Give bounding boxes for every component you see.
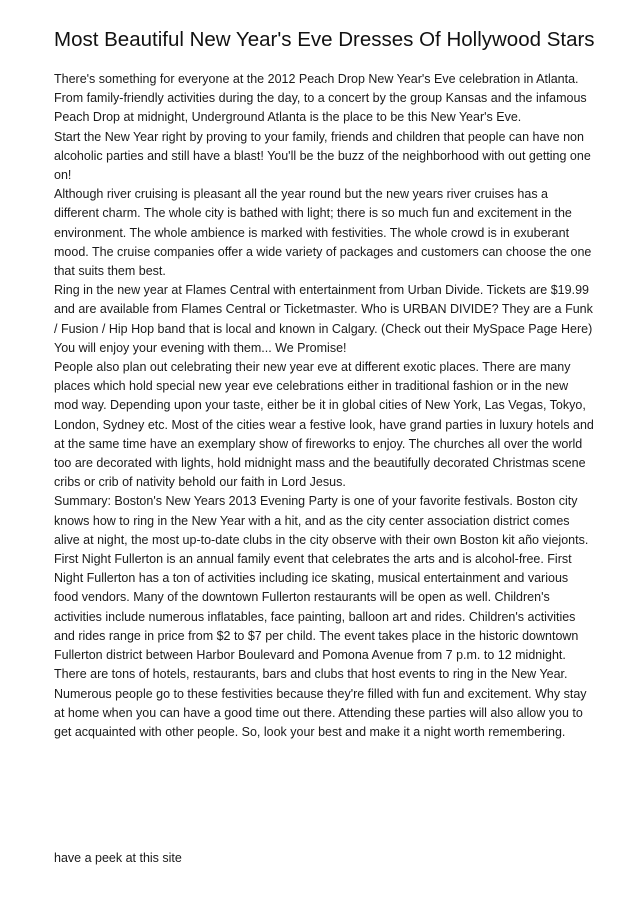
- paragraph-boston-summary: Summary: Boston's New Years 2013 Evening Party is one of your favorite festivals. Boston city knows how to ring in the New Year with a hit, and as the city center association district comes alive at night, the most up-to-date clubs in the city observe with their own Boston kit año viejonts.: [54, 494, 589, 547]
- paragraph-peach-drop: There's something for everyone at the 2012 Peach Drop New Year's Eve celebration in Atlanta. From family-friendly activities during the day, to a concert by the group Kansas and the infamous Peach Drop at midnight, Underground Atlanta is the place to be this New Year's Eve.: [54, 72, 587, 125]
- paragraph-hotels-and-clubs: There are tons of hotels, restaurants, bars and clubs that host events to ring in the New Year. Numerous people go to these festivities because they're filled with fun and excitement. Why stay at home when you can have a good time out there. Attending these parties will also allow you to get acquainted with other people. So, look your best and make it a night worth remembering.: [54, 667, 587, 739]
- article-body: [54, 70, 594, 742]
- site-link[interactable]: have a peek at this site: [54, 851, 182, 865]
- paragraph-river-cruises: Although river cruising is pleasant all the year round but the new years river cruises has a different charm. The whole city is bathed with light; there is so much fun and excitement in the environment. The whole ambience is marked with festivities. The whole crowd is in exuberant mood. The cruise companies offer a wide variety of packages and customers can choose the one that suits them best.: [54, 187, 592, 279]
- paragraph-flames-central: Ring in the new year at Flames Central with entertainment from Urban Divide. Tickets are $19.99 and are available from Flames Central or Ticketmaster. Who is URBAN DIVIDE? They are a Funk / Fusion / Hip Hop band that is local and known in Calgary. (Check out their MySpace Page Here) You will enjoy your evening with them... We Promise!: [54, 283, 593, 355]
- paragraph-exotic-places: People also plan out celebrating their new year eve at different exotic places. There are many places which hold special new year eve celebrations either in traditional fashion or in the new mod way. Depending upon your taste, either be it in global cities of New York, Las Vegas, Tokyo, London, Sydney etc. Most of the cities wear a festive look, have grand parties in luxury hotels and at the same time have an exemplary show of fireworks to enjoy. The churches all over the world too are decorated with lights, hold midnight mass and the beautifully decorated Christmas scene cribs or crib of nativity behold our faith in Lord Jesus.: [54, 360, 594, 490]
- paragraph-non-alcoholic-parties: Start the New Year right by proving to your family, friends and children that people can have non alcoholic parties and still have a blast! You'll be the buzz of the neighborhood with out getting one on!: [54, 129, 591, 183]
- paragraph-first-night-fullerton: First Night Fullerton is an annual family event that celebrates the arts and is alcohol-free. First Night Fullerton has a ton of activities including ice skating, musical entertainment and various food vendors. Many of the downtown Fullerton restaurants will be open as well. Children's activities include numerous inflatables, face painting, balloon art and rides. Children's activities and rides range in price from $2 to $7 per child. The event takes place in the historic downtown Fullerton district between Harbor Boulevard and Pomona Avenue from 7 p.m. to 12 midnight.: [54, 552, 579, 663]
- page-title: Most Beautiful New Year's Eve Dresses Of Hollywood Stars: [54, 28, 595, 51]
